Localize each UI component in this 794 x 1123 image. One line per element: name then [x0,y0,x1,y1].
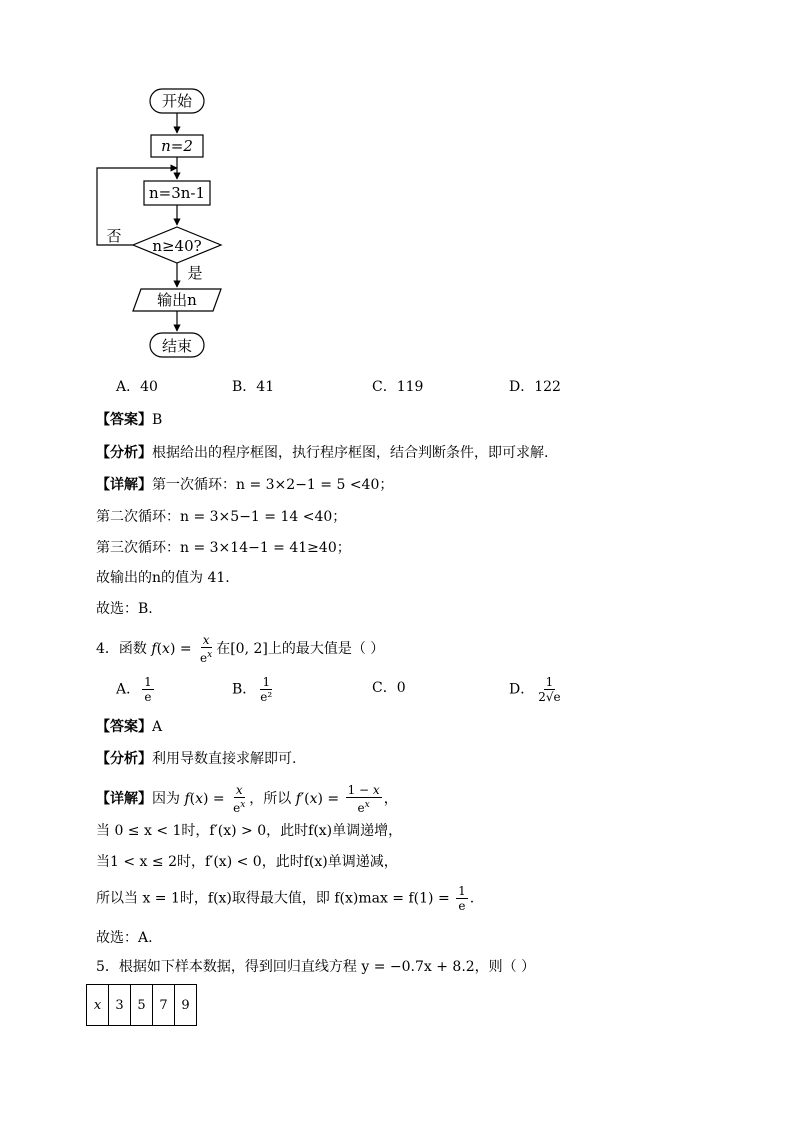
q4-detail-3: 所以当 x = 1时，f(x)取得最大值，即 f(x)max = f(1) = $\frac{1}{e}$ . [96,884,475,913]
analysis-text: 根据给出的程序框图，执行程序框图，结合判断条件，即可求解. [152,445,549,461]
analysis-tag: 【分析】 [96,445,152,461]
q5-stem: 5．根据如下样本数据，得到回归直线方程 y = −0.7x + 8.2，则（ ） [96,959,536,975]
table-cell: 3 [109,985,131,1026]
q4-stem: 4．函数 f(x) = $\frac{x}{e^x}$ 在[0, 2]上的最大值是（ ） [96,633,385,665]
no-label: 否 [106,227,122,245]
detail-so: ，所以 [249,791,292,807]
sample-data-table [86,984,197,1026]
q3-answer [96,409,794,431]
table-cell: 7 [153,985,175,1026]
q4-a-num: 1 [144,675,152,689]
q4-detail-1: 当 0 ≤ x < 1时，f′(x) > 0，此时f(x)单调递增， [96,823,403,839]
q4-fraction: $\frac{x}{e^x}$ [200,633,213,665]
q4-option-d-prefix: D． [509,681,535,698]
q3-option-c: C．119 [372,379,424,395]
q4-stem-end: 上的最大值是（ ） [267,641,385,657]
q3-option-a: A．40 [116,379,158,395]
q4-analysis [96,748,794,770]
q4-answer [96,716,794,738]
table-cell: 5 [131,985,153,1026]
q3-choose: 故选：B. [96,601,153,617]
table-cell: 9 [175,985,197,1026]
output-label: 输出n [157,291,197,309]
table-header-cell: x [87,985,109,1026]
detail-text: 第一次循环：n = 3×2−1 = 5 <40； [152,477,394,493]
q4-detail-0: 【详解】因为 f(x) = $\frac{x}{e^x}$ ，所以 f′(x) = $\frac{1 - x}{e^x}$ ， [96,783,398,815]
q4-stem-mid: 在 [216,641,231,657]
answer-value: A [152,719,163,735]
detail-tag: 【详解】 [96,477,152,493]
answer-tag: 【答案】 [96,719,152,735]
detail-because: 因为 [152,791,180,807]
q4-b-den: e² [260,690,273,704]
q4-d-num: 1 [545,675,554,689]
analysis-text: 利用导数直接求解即可. [152,751,297,767]
q4-option-d [509,675,565,704]
q3-detail-3: 第三次循环：n = 3×14−1 = 41≥40； [96,540,351,556]
q4-option-b [232,675,276,704]
yes-label: 是 [187,264,203,282]
q4-interval: [0, 2] [230,641,268,657]
condition-label: n≥40? [152,237,202,255]
q4-fx: f [151,641,157,657]
q3-detail-4: 故输出的n的值为 41. [96,570,230,586]
q3-detail-1 [96,474,794,496]
init-label: n=2 [161,137,193,155]
answer-tag: 【答案】 [96,412,152,428]
end-label: 结束 [161,337,193,355]
q4-detail-2: 当1 < x ≤ 2时，f′(x) < 0，此时f(x)单调递减， [96,854,398,870]
q4-b-num: 1 [262,675,271,689]
update-label: n=3n-1 [148,184,206,202]
q4-option-a-prefix: A． [116,681,141,698]
analysis-tag: 【分析】 [96,751,152,767]
q3-option-d: D．122 [509,379,561,395]
q3-analysis [96,442,794,464]
q4-number: 4．函数 [96,641,147,657]
table-row [87,985,197,1026]
answer-value: B [152,412,163,428]
detail-3-text: 所以当 x = 1时，f(x)取得最大值，即 f(x)max = f(1) = [96,890,450,907]
q4-choose: 故选：A. [96,930,153,946]
q4-option-a [116,675,156,704]
q3-option-b: B．41 [232,379,275,395]
detail-tag: 【详解】 [96,791,152,807]
q4-option-c: C．0 [372,680,406,696]
q3-detail-2: 第二次循环：n = 3×5−1 = 14 <40； [96,509,347,525]
q4-d-den: 2√e [538,690,561,704]
q4-option-b-prefix: B． [232,681,257,698]
flowchart [90,85,240,365]
start-label: 开始 [161,92,193,110]
q4-a-den: e [144,690,152,704]
